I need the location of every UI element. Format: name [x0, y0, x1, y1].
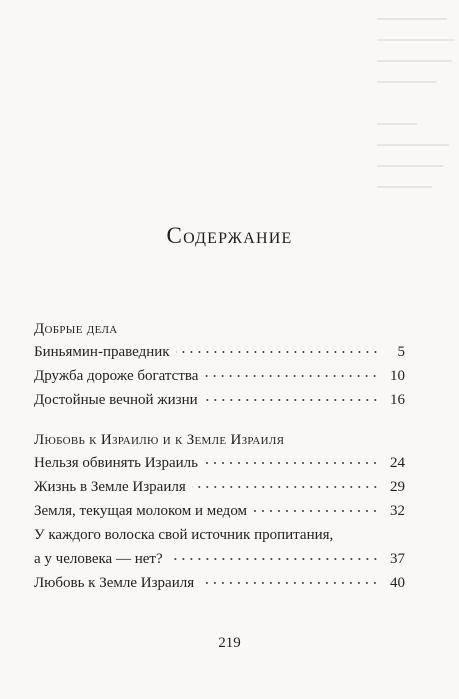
dot-leader	[169, 558, 379, 560]
toc-entry[interactable]	[34, 571, 405, 595]
page-number: 219	[218, 635, 241, 651]
entry-page: 32	[390, 503, 405, 519]
entry-page: 29	[390, 479, 405, 495]
entry-title: Земля, текущая молоком и медом	[34, 503, 248, 519]
dot-leader	[253, 510, 379, 512]
entry-page: 37	[390, 551, 405, 567]
entry-title: Дружба дороже богатства	[34, 368, 199, 384]
dot-leader	[204, 462, 379, 464]
toc-entry[interactable]	[34, 475, 405, 499]
toc-entry[interactable]	[34, 388, 405, 412]
section-heading: Добрые дела	[34, 321, 118, 337]
section-heading: Любовь к Израилю и к Земле Израиля	[34, 432, 285, 448]
table-of-contents	[34, 318, 405, 595]
entry-page: 24	[390, 455, 405, 471]
entry-title: Биньямин-праведник	[34, 344, 170, 360]
dot-leader	[192, 486, 379, 488]
entry-page: 16	[390, 392, 405, 408]
entry-title-line2: а у человека — нет?	[34, 551, 163, 567]
toc-entry[interactable]	[34, 340, 405, 364]
toc-entry[interactable]	[34, 499, 405, 523]
entry-title: Достойные вечной жизни	[34, 392, 198, 408]
toc-entry-multiline[interactable]	[34, 523, 405, 571]
entry-title: Нельзя обвинять Израиль	[34, 455, 198, 471]
entry-title-line1: У каждого волоска свой источник пропитания,	[34, 527, 334, 543]
toc-entry[interactable]	[34, 451, 405, 475]
page-title: Содержание	[166, 223, 293, 248]
dot-leader	[204, 399, 379, 401]
entry-page: 40	[390, 575, 405, 591]
entry-title: Любовь к Земле Израиля	[34, 575, 195, 591]
dot-leader	[204, 375, 379, 377]
toc-entry[interactable]	[34, 364, 405, 388]
entry-page: 10	[390, 368, 405, 384]
dot-leader	[176, 351, 379, 353]
entry-title: Жизнь в Земле Израиля	[34, 479, 186, 495]
entry-page: 5	[397, 344, 405, 360]
dot-leader	[200, 582, 379, 584]
